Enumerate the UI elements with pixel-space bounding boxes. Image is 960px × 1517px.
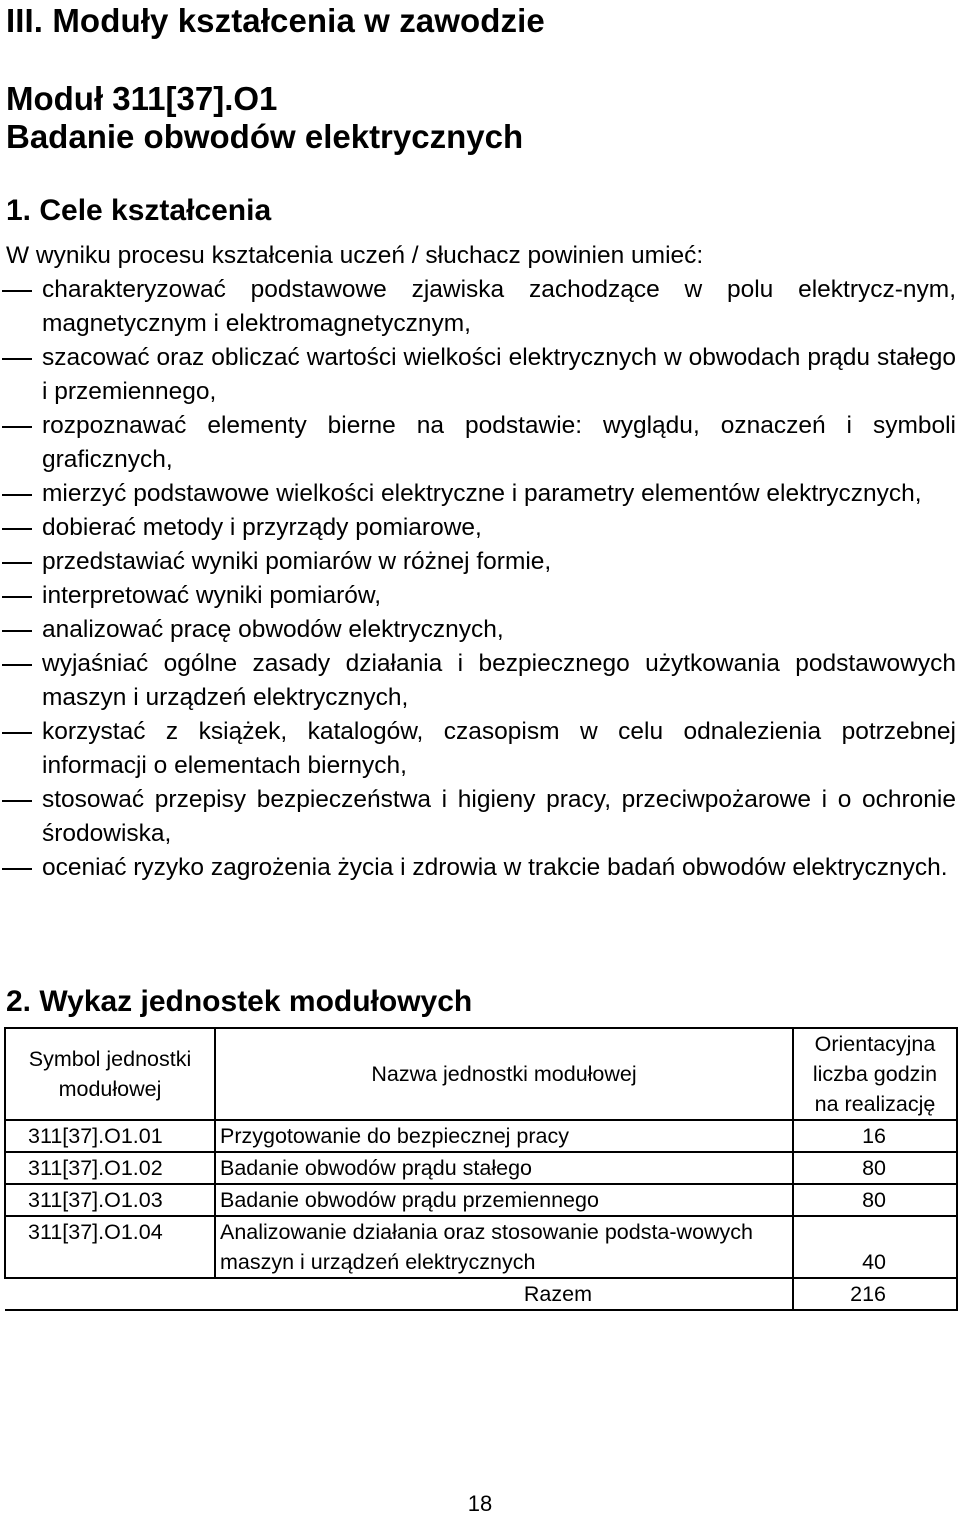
- goals-heading: 1. Cele kształcenia: [6, 194, 272, 227]
- goal-item: szacować oraz obliczać wartości wielkości elektrycznych w obwodach prądu stałego i przemiennego,: [0, 341, 956, 409]
- total-label: Razem: [5, 1278, 793, 1310]
- module-code-heading: Moduł 311[37].O1: [6, 80, 278, 117]
- goal-item: dobierać metody i przyrządy pomiarowe,: [0, 511, 956, 545]
- goal-item: oceniać ryzyko zagrożenia życia i zdrowia w trakcie badań obwodów elektrycznych.: [0, 851, 956, 885]
- goals-list: [0, 273, 956, 885]
- dash-bullet-icon: [2, 868, 32, 870]
- dash-bullet-icon: [2, 426, 32, 428]
- header-symbol: Symbol jednostki modułowej: [5, 1028, 215, 1120]
- page-number: 18: [467, 1491, 493, 1516]
- table-row: [5, 1152, 957, 1184]
- unit-hours: 16: [793, 1120, 957, 1152]
- dash-bullet-icon: [2, 732, 32, 734]
- units-heading: 2. Wykaz jednostek modułowych: [6, 985, 473, 1018]
- table-row: [5, 1216, 957, 1278]
- dash-bullet-icon: [2, 664, 32, 666]
- dash-bullet-icon: [2, 630, 32, 632]
- unit-symbol: 311[37].O1.01: [5, 1120, 215, 1152]
- unit-hours: 80: [793, 1152, 957, 1184]
- unit-hours: 40: [793, 1216, 957, 1278]
- unit-name: Badanie obwodów prądu przemiennego: [215, 1184, 793, 1216]
- goal-item: przedstawiać wyniki pomiarów w różnej formie,: [0, 545, 956, 579]
- unit-name: Przygotowanie do bezpiecznej pracy: [215, 1120, 793, 1152]
- table-row: [5, 1184, 957, 1216]
- header-name: Nazwa jednostki modułowej: [215, 1028, 793, 1120]
- goal-item: wyjaśniać ogólne zasady działania i bezpiecznego użytkowania podstawowych maszyn i urządzeń elektrycznych,: [0, 647, 956, 715]
- dash-bullet-icon: [2, 562, 32, 564]
- unit-name: Analizowanie działania oraz stosowanie podsta-wowych maszyn i urządzeń elektrycznych: [215, 1216, 793, 1278]
- goal-item: korzystać z książek, katalogów, czasopism w celu odnalezienia potrzebnej informacji o elementach biernych,: [0, 715, 956, 783]
- dash-bullet-icon: [2, 528, 32, 530]
- module-title-heading: Badanie obwodów elektrycznych: [6, 118, 524, 155]
- section-heading: III. Moduły kształcenia w zawodzie: [6, 2, 545, 39]
- goal-item: stosować przepisy bezpieczeństwa i higieny pracy, przeciwpożarowe i o ochronie środowiska,: [0, 783, 956, 851]
- total-hours: 216: [793, 1278, 957, 1310]
- table-total-row: [5, 1278, 957, 1310]
- unit-name: Badanie obwodów prądu stałego: [215, 1152, 793, 1184]
- goal-item: rozpoznawać elementy bierne na podstawie: wyglądu, oznaczeń i symboli graficznych,: [0, 409, 956, 477]
- dash-bullet-icon: [2, 290, 32, 292]
- table-row: [5, 1120, 957, 1152]
- dash-bullet-icon: [2, 494, 32, 496]
- goal-item: charakteryzować podstawowe zjawiska zachodzące w polu elektrycz-nym, magnetycznym i elektromagnetycznym,: [0, 273, 956, 341]
- unit-symbol: 311[37].O1.04: [5, 1216, 215, 1278]
- unit-symbol: 311[37].O1.02: [5, 1152, 215, 1184]
- dash-bullet-icon: [2, 596, 32, 598]
- modular-units-table: [4, 1027, 958, 1311]
- goal-item: interpretować wyniki pomiarów,: [0, 579, 956, 613]
- goal-item: mierzyć podstawowe wielkości elektryczne i parametry elementów elektrycznych,: [0, 477, 956, 511]
- dash-bullet-icon: [2, 800, 32, 802]
- header-hours: Orientacyjna liczba godzin na realizację: [793, 1028, 957, 1120]
- unit-symbol: 311[37].O1.03: [5, 1184, 215, 1216]
- goal-item: analizować pracę obwodów elektrycznych,: [0, 613, 956, 647]
- dash-bullet-icon: [2, 358, 32, 360]
- unit-hours: 80: [793, 1184, 957, 1216]
- table-header-row: [5, 1028, 957, 1120]
- goals-intro: W wyniku procesu kształcenia uczeń / słuchacz powinien umieć:: [6, 242, 704, 269]
